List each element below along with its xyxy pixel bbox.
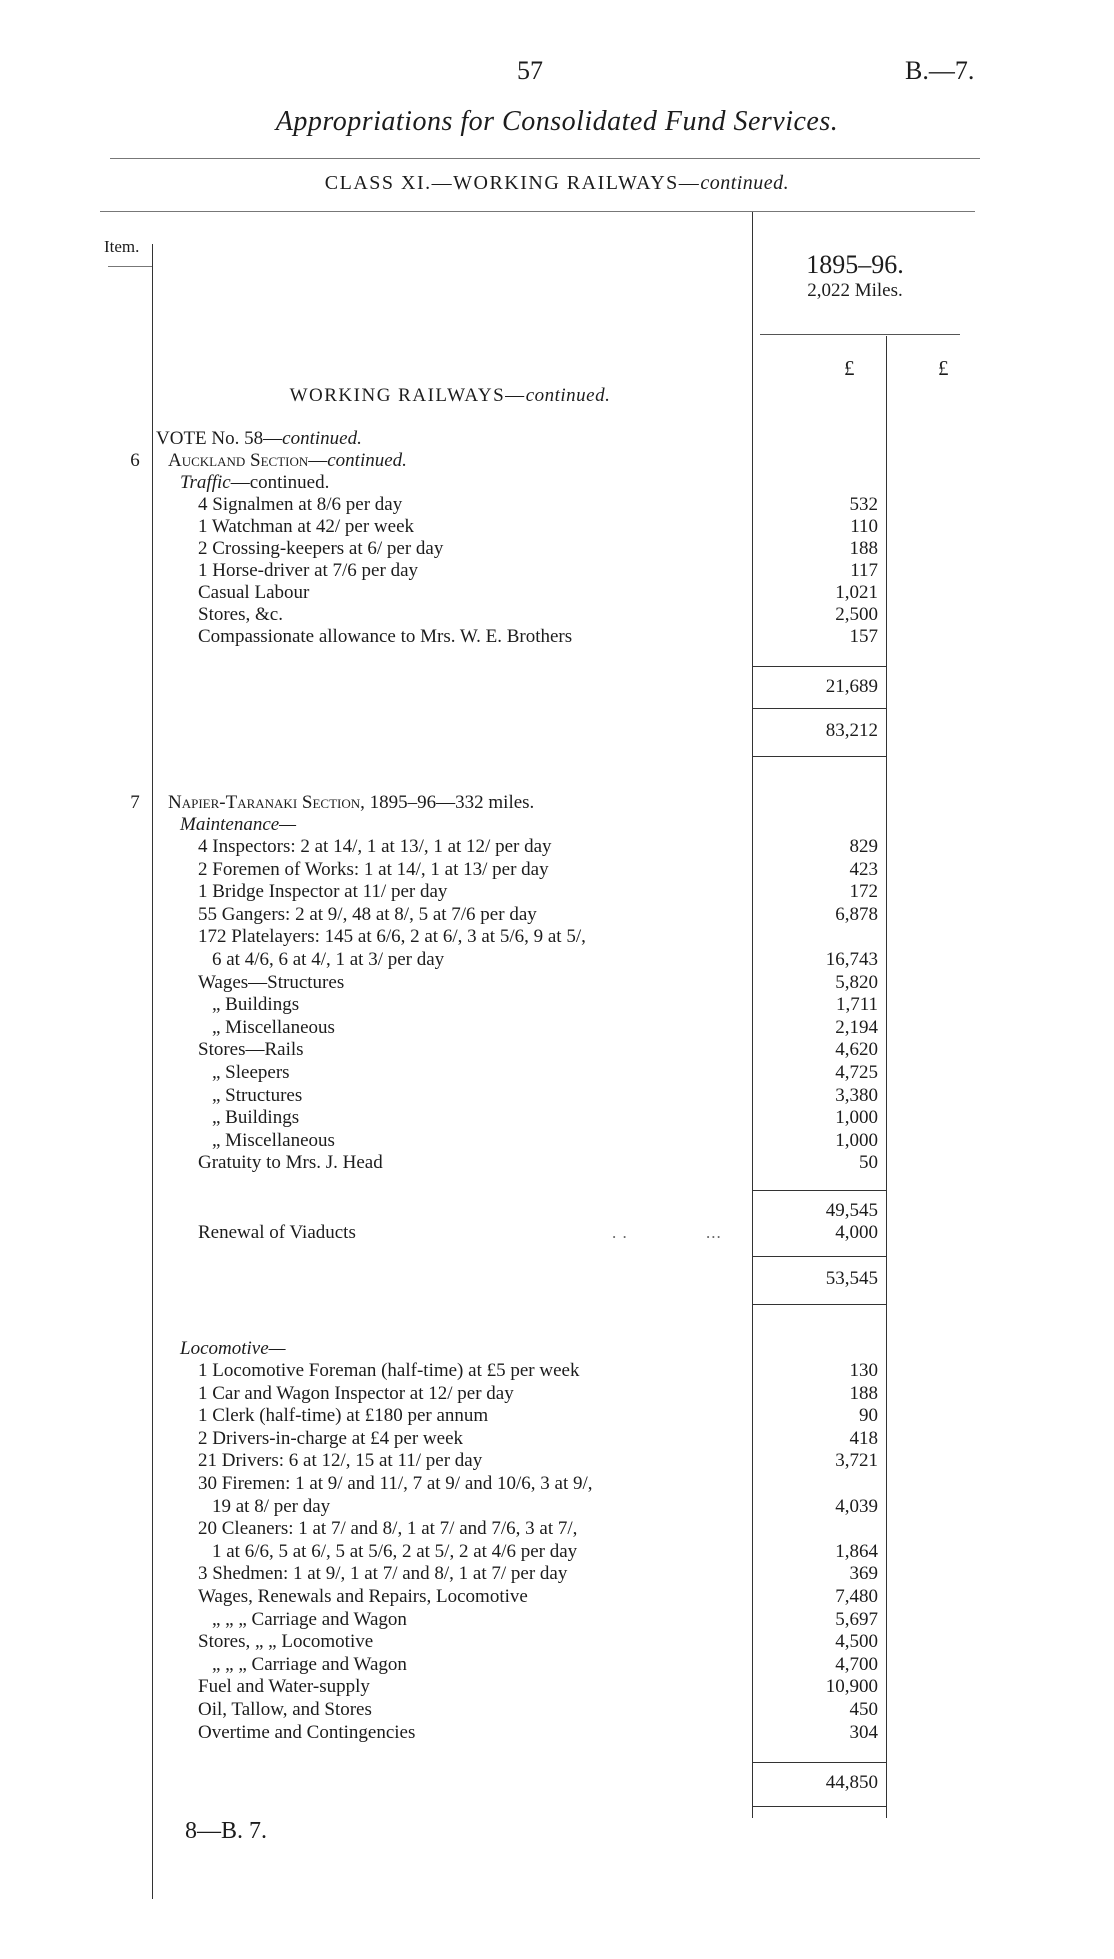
row-label: 1 Bridge Inspector at 11/ per day bbox=[198, 881, 448, 903]
row-label: Stores—Rails bbox=[198, 1039, 304, 1061]
row-label: Overtime and Contingencies bbox=[198, 1721, 416, 1743]
row-label: „ Sleepers bbox=[212, 1062, 290, 1083]
amount-column-left-line bbox=[752, 212, 753, 1818]
row-amount: 7,480 bbox=[835, 1586, 878, 1607]
total-rule bbox=[752, 1304, 886, 1305]
row-amount: 3,380 bbox=[835, 1084, 878, 1106]
row-amount: 16,743 bbox=[825, 949, 878, 970]
subtotal-rule bbox=[752, 666, 886, 667]
subtotal-rule bbox=[752, 1762, 886, 1763]
row-label: 4 Signalmen at 8/6 per day bbox=[198, 494, 403, 515]
traffic-subheading: Traffic—continued. bbox=[180, 472, 330, 493]
row-amount: 130 bbox=[849, 1360, 878, 1381]
title-rule bbox=[110, 158, 980, 159]
row-label: 3 Shedmen: 1 at 9/, 1 at 7/ and 8/, 1 at 7/ per day bbox=[198, 1563, 568, 1585]
row-label: 1 at 6/6, 5 at 6/, 5 at 5/6, 2 at 5/, 2 at 4/6 per day bbox=[212, 1540, 578, 1562]
row-label: Fuel and Water-supply bbox=[198, 1676, 370, 1698]
row-label: 55 Gangers: 2 at 9/, 48 at 8/, 5 at 7/6 per day bbox=[198, 903, 537, 925]
row-label: 2 Drivers-in-charge at £4 per week bbox=[198, 1427, 464, 1449]
class-rule bbox=[100, 211, 975, 212]
napier-subtotal: 49,545 bbox=[825, 1200, 878, 1221]
row-amount: 157 bbox=[849, 626, 878, 647]
row-label: „ Structures bbox=[212, 1084, 303, 1106]
row-amount: 1,000 bbox=[835, 1129, 878, 1151]
pound-symbol-left: £ bbox=[844, 356, 855, 380]
page-title: Appropriations for Consolidated Fund Services. bbox=[275, 106, 839, 137]
napier-total: 53,545 bbox=[825, 1268, 878, 1289]
item-header-rule bbox=[108, 266, 152, 267]
section-heading: WORKING RAILWAYS—continued. bbox=[289, 385, 611, 406]
row-label: 172 Platelayers: 145 at 6/6, 2 at 6/, 3 at 5/6, 9 at 5/, bbox=[198, 926, 586, 948]
row-amount: 369 bbox=[849, 1563, 878, 1585]
row-label: 1 Horse-driver at 7/6 per day bbox=[198, 560, 419, 581]
row-amount: 5,820 bbox=[835, 971, 878, 993]
row-label: 30 Firemen: 1 at 9/ and 11/, 7 at 9/ and 10/6, 3 at 9/, bbox=[198, 1473, 593, 1494]
row-label: Gratuity to Mrs. J. Head bbox=[198, 1152, 383, 1174]
row-label: 19 at 8/ per day bbox=[212, 1495, 331, 1517]
row-amount: 188 bbox=[849, 538, 878, 559]
row-amount: 418 bbox=[849, 1427, 878, 1449]
row-amount: 90 bbox=[859, 1405, 878, 1427]
row-label: Casual Labour bbox=[198, 582, 310, 603]
row-amount: 4,700 bbox=[835, 1653, 878, 1675]
total-rule bbox=[752, 708, 886, 709]
total-rule bbox=[752, 1806, 886, 1807]
row-label: „ Buildings bbox=[212, 1107, 300, 1129]
row-amount: 1,864 bbox=[835, 1540, 878, 1562]
footer-signature: 8—B. 7. bbox=[185, 1818, 268, 1844]
row-amount: 1,711 bbox=[835, 994, 878, 1016]
item-number: 7 bbox=[130, 792, 140, 813]
row-label: 2 Crossing-keepers at 6/ per day bbox=[198, 538, 444, 559]
auckland-total: 83,212 bbox=[825, 720, 878, 741]
renewal-label: Renewal of Viaducts bbox=[198, 1222, 356, 1243]
row-label: „ Miscellaneous bbox=[212, 1016, 335, 1038]
row-amount: 4,725 bbox=[835, 1062, 878, 1083]
class-title: CLASS XI.—WORKING RAILWAYS—continued. bbox=[324, 172, 790, 194]
row-amount: 532 bbox=[849, 494, 878, 515]
item-column-header: Item. bbox=[104, 237, 140, 256]
amount-column-right-line bbox=[886, 336, 887, 1818]
row-amount: 2,194 bbox=[835, 1016, 878, 1038]
row-amount: 188 bbox=[849, 1382, 878, 1404]
item-column-line bbox=[152, 244, 153, 1899]
total-rule bbox=[752, 756, 886, 757]
row-amount: 4,500 bbox=[835, 1631, 878, 1653]
subtotal-rule bbox=[752, 1256, 886, 1257]
row-amount: 6,878 bbox=[835, 903, 878, 925]
item-number: 6 bbox=[130, 450, 140, 471]
row-label: „ Miscellaneous bbox=[212, 1129, 335, 1151]
row-amount: 10,900 bbox=[825, 1676, 878, 1698]
renewal-amount: 4,000 bbox=[835, 1222, 878, 1243]
row-amount: 117 bbox=[850, 560, 878, 581]
page-number: 57 bbox=[517, 56, 543, 85]
row-label: Wages, Renewals and Repairs, Locomotive bbox=[198, 1586, 528, 1607]
row-label: Oil, Tallow, and Stores bbox=[198, 1699, 372, 1720]
leader-dots: . . bbox=[612, 1223, 628, 1242]
miles-header: 2,022 Miles. bbox=[807, 280, 903, 301]
row-label: Wages—Structures bbox=[198, 971, 345, 993]
row-amount: 2,500 bbox=[835, 604, 878, 625]
row-amount: 304 bbox=[849, 1721, 878, 1743]
row-label: 1 Locomotive Foreman (half-time) at £5 per week bbox=[198, 1360, 580, 1381]
row-amount: 423 bbox=[849, 858, 878, 880]
leader-dots: ... bbox=[706, 1223, 722, 1242]
pound-symbol-right: £ bbox=[938, 356, 949, 380]
row-label: 1 Car and Wagon Inspector at 12/ per day bbox=[198, 1382, 514, 1404]
locomotive-subtotal: 44,850 bbox=[825, 1772, 878, 1793]
row-label: „ „ „ Carriage and Wagon bbox=[212, 1608, 407, 1630]
row-amount: 4,620 bbox=[835, 1039, 878, 1061]
row-amount: 5,697 bbox=[835, 1608, 878, 1630]
row-label: 1 Clerk (half-time) at £180 per annum bbox=[198, 1405, 489, 1427]
row-label: Compassionate allowance to Mrs. W. E. Brothers bbox=[198, 626, 573, 647]
year-header: 1895–96. bbox=[806, 250, 904, 279]
row-label: 6 at 4/6, 6 at 4/, 1 at 3/ per day bbox=[212, 949, 445, 970]
row-label: 2 Foremen of Works: 1 at 14/, 1 at 13/ per day bbox=[198, 858, 549, 880]
maintenance-subheading: Maintenance— bbox=[180, 814, 297, 835]
row-amount: 3,721 bbox=[835, 1450, 878, 1472]
row-label: „ „ „ Carriage and Wagon bbox=[212, 1653, 407, 1675]
row-amount: 829 bbox=[849, 836, 878, 857]
row-amount: 4,039 bbox=[835, 1495, 878, 1517]
year-header-rule bbox=[760, 334, 960, 335]
auckland-section-heading: Auckland Section—continued. bbox=[168, 450, 407, 471]
row-label: Stores, „ „ Locomotive bbox=[198, 1631, 374, 1653]
row-label: Stores, &c. bbox=[198, 604, 283, 625]
subtotal-rule bbox=[752, 1190, 886, 1191]
row-label: 1 Watchman at 42/ per week bbox=[198, 516, 415, 537]
auckland-subtotal: 21,689 bbox=[825, 676, 878, 697]
row-label: 20 Cleaners: 1 at 7/ and 8/, 1 at 7/ and 7/6, 3 at 7/, bbox=[198, 1518, 578, 1540]
row-amount: 50 bbox=[859, 1152, 878, 1174]
row-amount: 110 bbox=[850, 516, 878, 537]
row-label: „ Buildings bbox=[212, 994, 300, 1016]
locomotive-subheading: Locomotive— bbox=[180, 1338, 286, 1359]
vote-heading: VOTE No. 58—continued. bbox=[156, 428, 362, 449]
document-reference: B.—7. bbox=[905, 56, 975, 85]
row-amount: 1,021 bbox=[835, 582, 878, 603]
row-amount: 1,000 bbox=[835, 1107, 878, 1129]
row-amount: 450 bbox=[849, 1699, 878, 1720]
row-label: 21 Drivers: 6 at 12/, 15 at 11/ per day bbox=[198, 1450, 483, 1472]
row-label: 4 Inspectors: 2 at 14/, 1 at 13/, 1 at 12/ per day bbox=[198, 836, 552, 857]
napier-section-heading: Napier-Taranaki Section, 1895–96—332 miles. bbox=[168, 792, 535, 813]
row-amount: 172 bbox=[849, 881, 878, 903]
